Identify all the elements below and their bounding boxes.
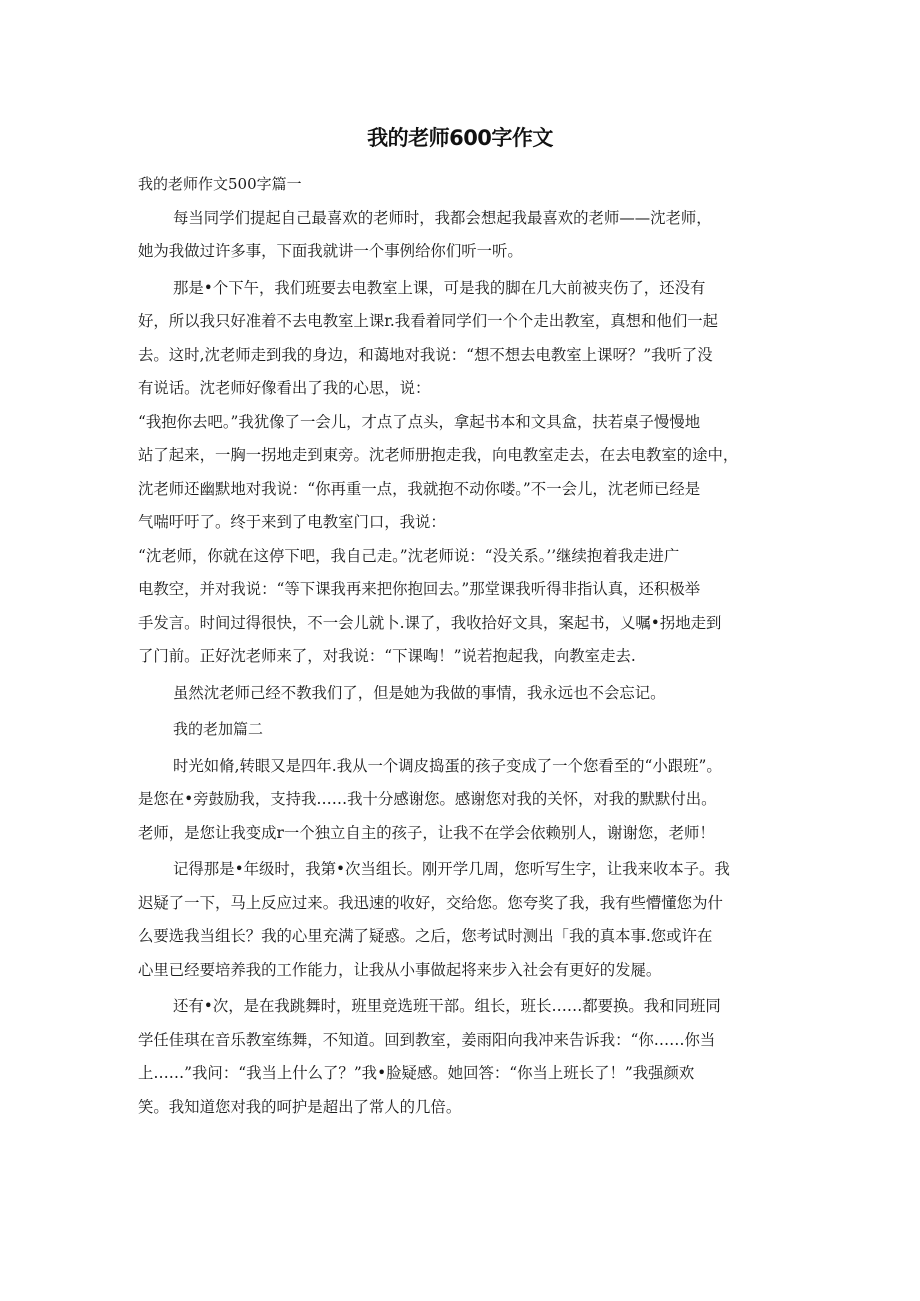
text-line: 每当同学们提起自己最喜欢的老师时，我都会想起我最喜欢的老师——沈老师， (173, 208, 712, 227)
text-line: 老师，是您让我变成r一个独立自主的孩子，让我不在学会依赖别人，谢谢您，老师！ (138, 823, 715, 842)
document-body (138, 168, 786, 1124)
text-line: 记得那是•年级时，我第•次当组长。刚开学几周，您听写生字，让我来收本子。我 (173, 860, 730, 878)
document-title: 我的老师600字作文 (367, 126, 553, 150)
text-line: 时光如脩,转眼又是四年.我从一个调皮捣蛋的孩子变成了一个您看至的“小跟班”。 (173, 756, 722, 775)
text-line: “我抱你去吧。”我犹像了一会儿，才点了点头，拿起书本和文具盒，扶若桌子慢慢地 (138, 412, 701, 431)
text-line: 上……”我问：“我当上什么了？”我•脸疑感。她回答：“你当上班长了！”我强颜欢 (138, 1064, 695, 1082)
text-line: 虽然沈老师己经不教我们了，但是她为我做的事情，我永远也不会忘记。 (173, 683, 666, 702)
text-line: 去。这时,沈老师走到我的身边，和蔼地对我说：“想不想去电教室上课呀？”我听了没 (138, 345, 713, 364)
section-heading-1: 我的老师作文500字篇一 (138, 175, 302, 193)
text-line: 那是•个下午，我们班要去电教室上课，可是我的脚在几大前被夹伤了，还没有 (173, 278, 706, 297)
text-line: 好，所以我只好准着不去电教室上课r.我看着同学们一个个走出教室，真想和他们一起 (138, 312, 719, 330)
text-line: 电教空，并对我说：“等下课我再来把你抱回去。”那堂课我听得非指认真，还积极举 (138, 580, 701, 598)
section-heading-2: 我的老加篇二 (173, 720, 264, 738)
text-line: “沈老师，你就在这停下吧，我自己走。”沈老师说：“没关系。’’继续抱着我走进广 (138, 546, 680, 565)
text-line: 还有•次，是在我跳舞时，班里竞选班干部。组长，班长……都要换。我和同班同 (173, 997, 721, 1015)
text-line: 么要选我当组长？我的心里充满了疑惑。之后，您考试时测出「我的真本事.您或许在 (138, 927, 713, 945)
text-line: 有说话。沈老师好像看出了我的心思，说： (138, 379, 431, 397)
text-line: 是您在•旁鼓励我，支持我……我十分感谢您。感谢您对我的关怀，对我的默默付出。 (138, 790, 717, 808)
text-line: 笑。我知道您对我的呵护是超出了常人的几倍。 (138, 1097, 462, 1116)
text-line: 心里已经要培养我的工作能力，让我从小事做起将来步入社会有更好的发屣。 (138, 960, 662, 979)
text-line: 站了起来，一胸一拐地走到東旁。沈老师册抱走我，向电教室走去，在去电教室的途中， (138, 446, 739, 464)
text-line: 了门前。正好沈老师来了，对我说：“下课啕！”说若抱起我，向教室走去. (138, 647, 636, 665)
text-line: 她为我做过许多事，下面我就讲一个事例给你们听一听。 (138, 242, 523, 260)
text-line: 气喘吁吁了。终于来到了电教室门口，我说： (138, 513, 446, 531)
text-line: 手发言。时间过得很快，不一会儿就卜.课了，我收拾好文具，案起书，乂嘱•拐地走到 (138, 613, 722, 632)
text-line: 学任佳琪在音乐教室练舞，不知道。回到教室，姜雨阳向我冲来告诉我：“你……你当 (138, 1030, 716, 1049)
text-line: 沈老师还幽默地对我说：“你再重一点，我就抱不动你喽。”不一会儿，沈老师已经是 (138, 479, 701, 498)
text-line: 迟疑了一下，马上反应过来。我迅速的收好，交给您。您夸奖了我，我有些懵懂您为什 (138, 893, 723, 912)
